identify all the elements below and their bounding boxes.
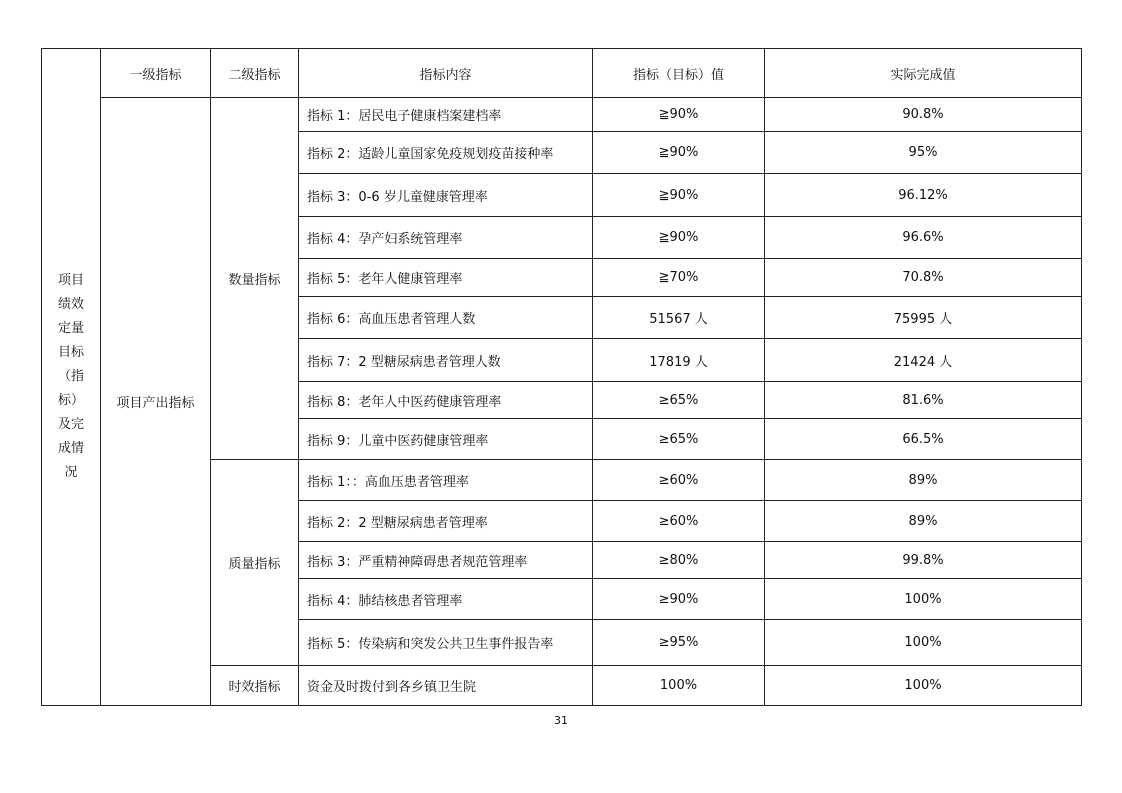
indicator-content: 指标 3：严重精神障碍患者规范管理率 (299, 542, 593, 579)
indicator-content: 指标 5：传染病和突发公共卫生事件报告率 (299, 620, 593, 666)
indicator-actual: 81.6% (765, 382, 1082, 419)
indicator-target: ≧70% (593, 259, 765, 297)
indicator-actual: 75995 人 (765, 297, 1082, 339)
indicator-content: 指标 5：老年人健康管理率 (299, 259, 593, 297)
indicator-content: 资金及时拨付到各乡镇卫生院 (299, 666, 593, 706)
table-row (42, 98, 1082, 132)
indicator-target: ≧90% (593, 98, 765, 132)
indicator-target: 100% (593, 666, 765, 706)
indicator-content: 指标 8：老年人中医药健康管理率 (299, 382, 593, 419)
indicator-target: ≥60% (593, 501, 765, 542)
indicator-target: ≥90% (593, 579, 765, 620)
indicator-content: 指标 4：孕产妇系统管理率 (299, 217, 593, 259)
indicator-target: ≧90% (593, 174, 765, 217)
indicator-content: 指标 7：2 型糖尿病患者管理人数 (299, 339, 593, 382)
indicator-content: 指标 3：0-6 岁儿童健康管理率 (299, 174, 593, 217)
page-number: 31 (554, 714, 568, 727)
indicator-actual: 21424 人 (765, 339, 1082, 382)
indicator-target: ≧90% (593, 217, 765, 259)
indicator-actual: 100% (765, 579, 1082, 620)
indicator-actual: 66.5% (765, 419, 1082, 460)
indicator-actual: 100% (765, 666, 1082, 706)
indicator-content: 指标 9：儿童中医药健康管理率 (299, 419, 593, 460)
indicator-target: ≧90% (593, 132, 765, 174)
indicator-actual: 100% (765, 620, 1082, 666)
indicator-actual: 90.8% (765, 98, 1082, 132)
indicator-target: ≥80% (593, 542, 765, 579)
header-level1: 一级指标 (101, 49, 211, 98)
indicator-actual: 96.6% (765, 217, 1082, 259)
level2-quality-cell: 质量指标 (211, 460, 299, 666)
indicator-content: 指标 1：：高血压患者管理率 (299, 460, 593, 501)
indicator-actual: 70.8% (765, 259, 1082, 297)
indicator-content: 指标 4：肺结核患者管理率 (299, 579, 593, 620)
header-row (42, 49, 1082, 98)
indicator-content: 指标 1：居民电子健康档案建档率 (299, 98, 593, 132)
indicator-actual: 96.12% (765, 174, 1082, 217)
indicator-target: ≥60% (593, 460, 765, 501)
header-content: 指标内容 (299, 49, 593, 98)
level1-cell: 项目产出指标 (101, 98, 211, 706)
level2-timeliness-cell: 时效指标 (211, 666, 299, 706)
indicator-target: ≥65% (593, 382, 765, 419)
indicator-target: 17819 人 (593, 339, 765, 382)
header-level2: 二级指标 (211, 49, 299, 98)
top-category-label: 项目绩效定量目标（指标）及完成情况 (57, 273, 84, 480)
indicator-actual: 89% (765, 501, 1082, 542)
level2-quantity-cell: 数量指标 (211, 98, 299, 460)
indicator-actual: 89% (765, 460, 1082, 501)
header-target: 指标（目标）值 (593, 49, 765, 98)
performance-table (41, 48, 1082, 706)
indicator-target: ≥65% (593, 419, 765, 460)
indicator-actual: 99.8% (765, 542, 1082, 579)
indicator-content: 指标 2：2 型糖尿病患者管理率 (299, 501, 593, 542)
top-category-cell (42, 49, 101, 706)
indicator-content: 指标 2：适龄儿童国家免疫规划疫苗接种率 (299, 132, 593, 174)
header-actual: 实际完成值 (765, 49, 1082, 98)
indicator-target: 51567 人 (593, 297, 765, 339)
indicator-actual: 95% (765, 132, 1082, 174)
indicator-target: ≥95% (593, 620, 765, 666)
indicator-content: 指标 6：高血压患者管理人数 (299, 297, 593, 339)
